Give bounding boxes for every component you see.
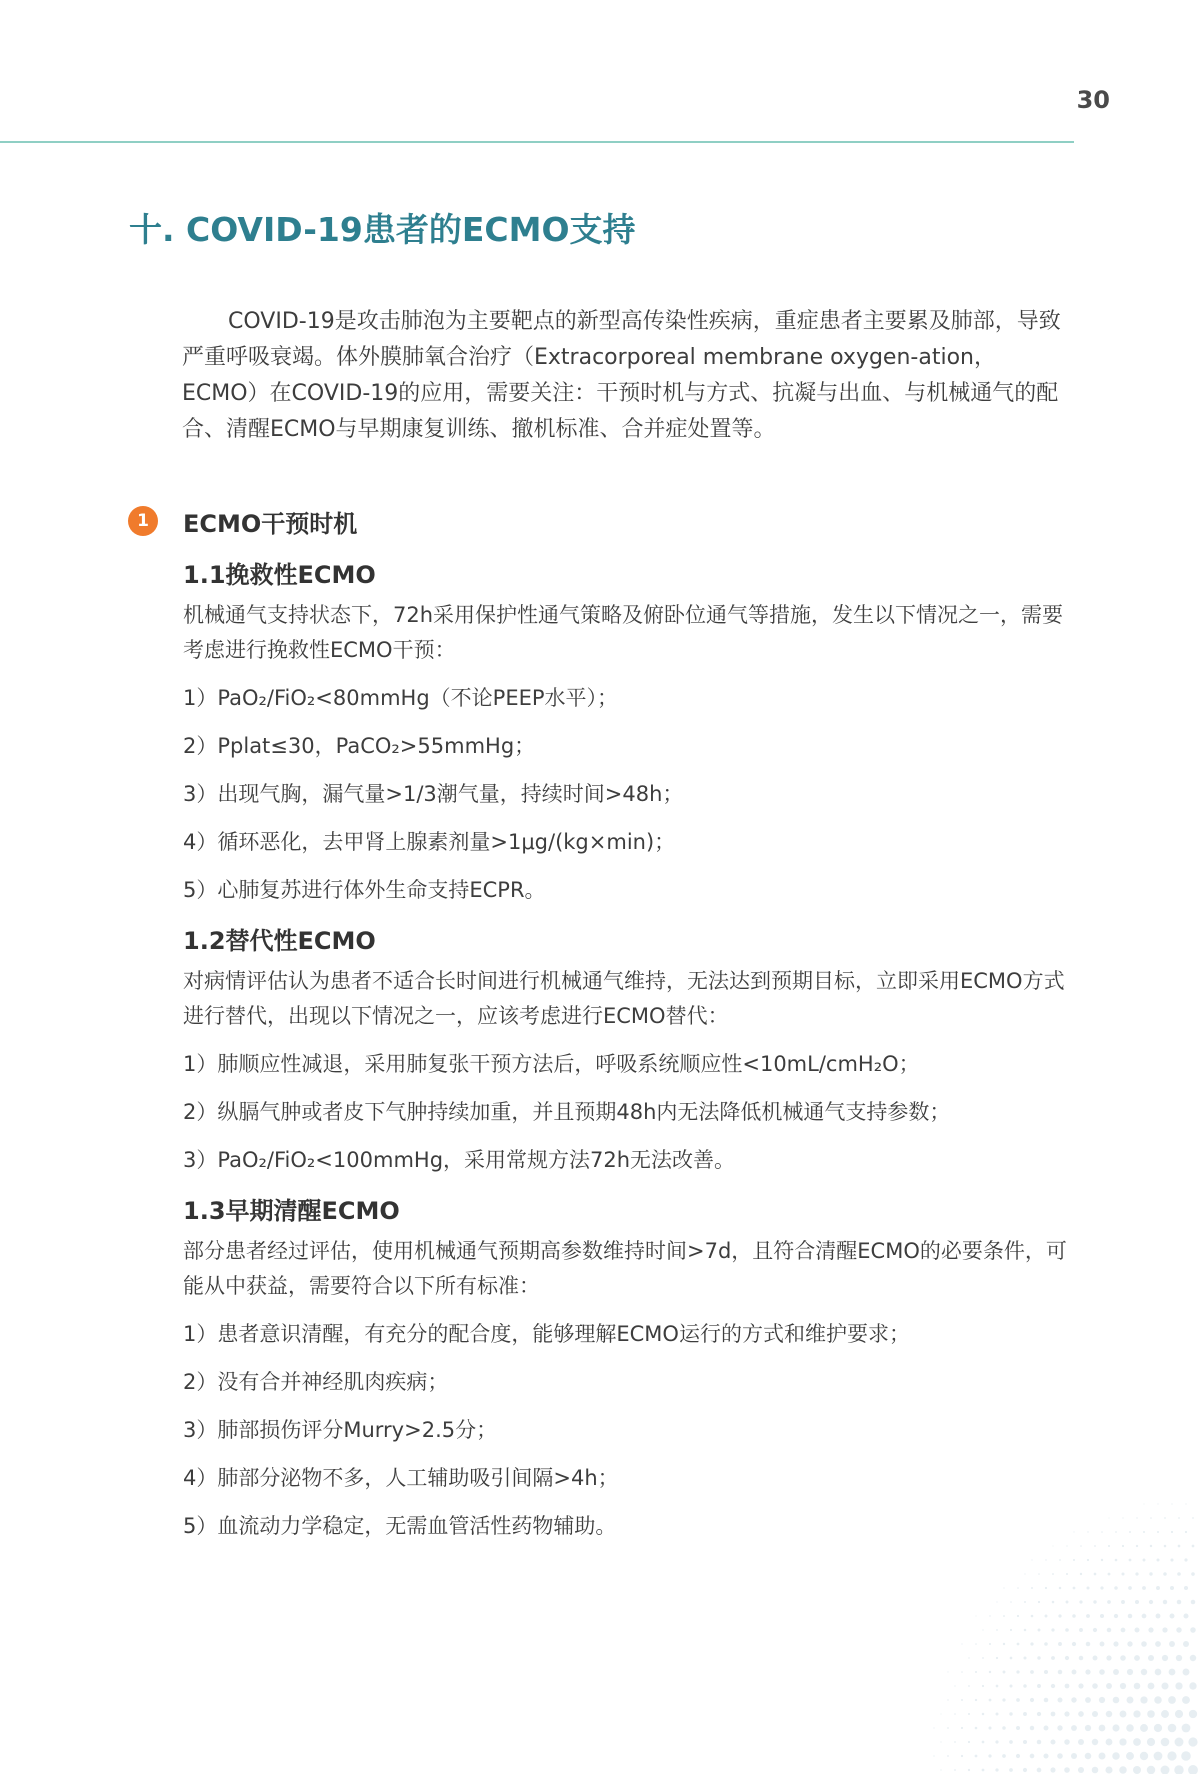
block-title: 1.2替代性ECMO — [183, 927, 376, 955]
block-description: 部分患者经过评估，使用机械通气预期高参数维持时间>7d，且符合清醒ECMO的必要条件，可能从中获益，需要符合以下所有标准： — [183, 1239, 1067, 1298]
page-number: 30 — [1076, 86, 1110, 114]
block-title: 1.3早期清醒ECMO — [183, 1197, 400, 1225]
list-item: 2）没有合并神经肌肉疾病； — [183, 1370, 449, 1394]
section-intro-paragraph: COVID-19是攻击肺泡为主要靶点的新型高传染性疾病，重症患者主要累及肺部，导致严重呼吸衰竭。体外膜肺氧合治疗（Extracorporeal membrane oxygen-ation，ECMO）在COVID-19的应用，需要关注：干预时机与方式、抗凝与出血、与机械通气的配合、清醒ECMO与早期康复训练、撤机标准、合并症处置等。 — [182, 309, 1061, 442]
content-block-alternative-ecmo — [183, 922, 1083, 1184]
block-description: 对病情评估认为患者不适合长时间进行机械通气维持，无法达到预期目标，立即采用ECMO方式进行替代，出现以下情况之一，应该考虑进行ECMO替代： — [183, 969, 1065, 1028]
number-badge-icon: 1 — [128, 506, 158, 536]
block-description: 机械通气支持状态下，72h采用保护性通气策略及俯卧位通气等措施，发生以下情况之一，需要考虑进行挽救性ECMO干预： — [183, 603, 1064, 662]
block-title: 1.1挽救性ECMO — [183, 561, 376, 589]
list-item: 5）血流动力学稳定，无需血管活性药物辅助。 — [183, 1514, 617, 1538]
subsection-content — [183, 556, 1083, 1550]
section-title: 十. COVID-19患者的ECMO支持 — [129, 210, 636, 249]
list-item: 1）肺顺应性减退，采用肺复张干预方法后，呼吸系统顺应性<10mL/cmH₂O； — [183, 1052, 920, 1076]
list-item: 2）Pplat≤30，PaCO₂>55mmHg； — [183, 734, 536, 758]
list-item: 4）肺部分泌物不多，人工辅助吸引间隔>4h； — [183, 1466, 619, 1490]
subsection-title: ECMO干预时机 — [183, 509, 358, 538]
list-item: 3）出现气胸，漏气量>1/3潮气量，持续时间>48h； — [183, 782, 684, 806]
list-item: 4）循环恶化，去甲肾上腺素剂量>1μg/(kg×min)； — [183, 830, 676, 854]
content-block-rescue-ecmo — [183, 556, 1083, 914]
list-item: 1）患者意识清醒，有充分的配合度，能够理解ECMO运行的方式和维护要求； — [183, 1322, 910, 1346]
list-item: 5）心肺复苏进行体外生命支持ECPR。 — [183, 878, 546, 902]
list-item: 2）纵膈气肿或者皮下气肿持续加重，并且预期48h内无法降低机械通气支持参数； — [183, 1100, 951, 1124]
header-divider — [0, 141, 1074, 143]
subsection-heading — [128, 504, 357, 538]
list-item: 3）肺部损伤评分Murry>2.5分； — [183, 1418, 498, 1442]
list-item: 3）PaO₂/FiO₂<100mmHg，采用常规方法72h无法改善。 — [183, 1148, 736, 1172]
content-block-awake-ecmo — [183, 1192, 1083, 1550]
list-item: 1）PaO₂/FiO₂<80mmHg（不论PEEP水平）； — [183, 686, 619, 710]
